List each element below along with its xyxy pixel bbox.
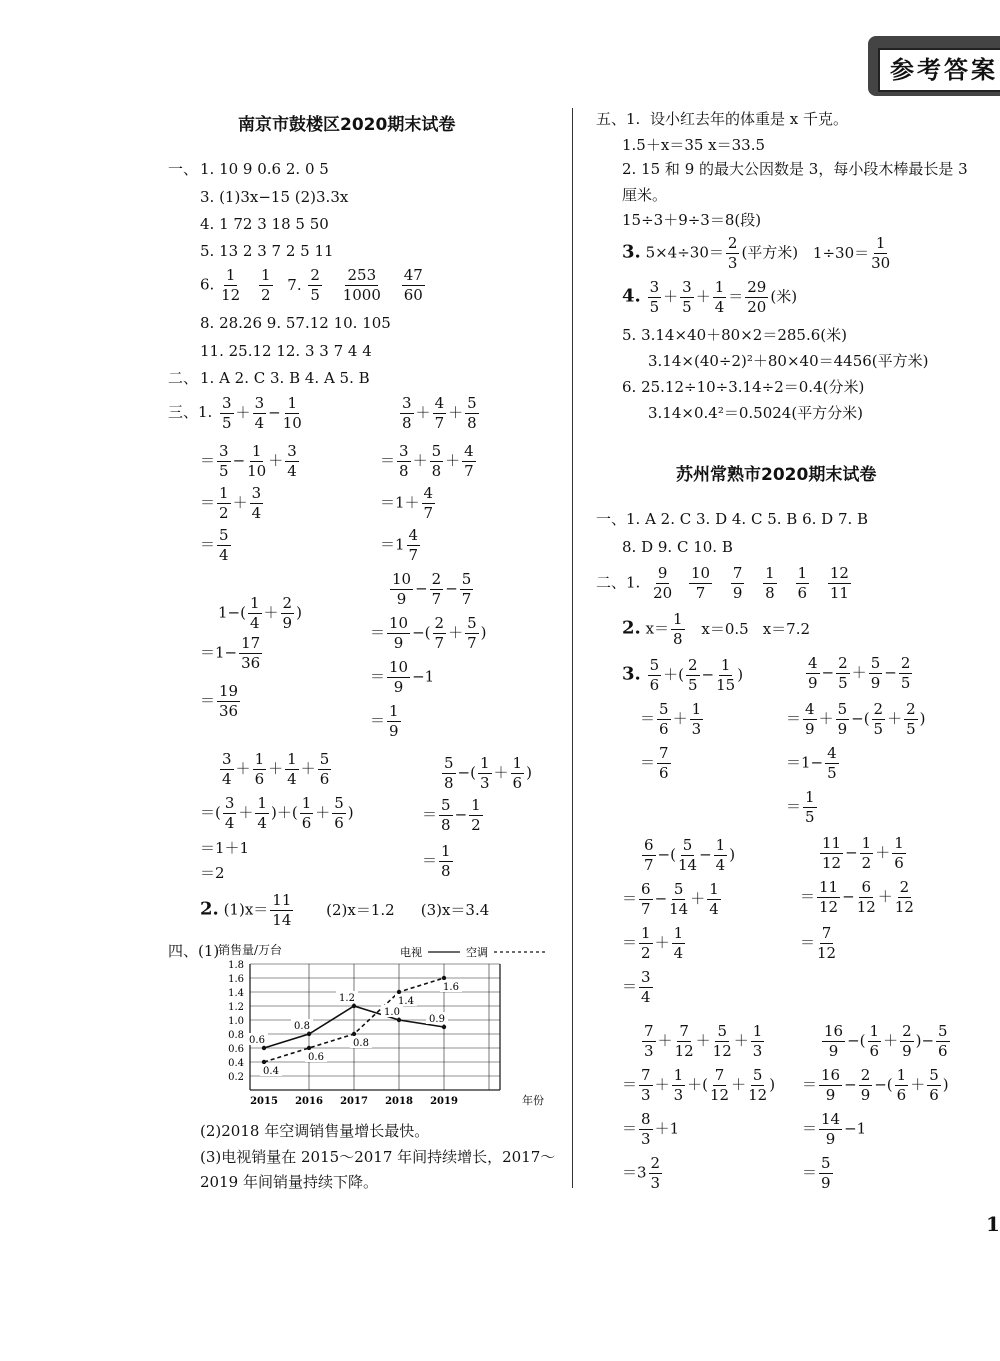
sec1-line4: 4. 1 72 3 18 5 50 bbox=[200, 215, 329, 233]
data-label: 0.6 bbox=[249, 1035, 265, 1046]
s2-calc-d3: ＝ $\frac{7}{12}$ bbox=[800, 924, 837, 962]
s2-line2: 2. x＝ $\frac{1}{8}$ x＝0.5 x＝7.2 bbox=[622, 610, 811, 648]
left-title: 南京市鼓楼区2020期末试卷 bbox=[238, 115, 456, 135]
sec4-q3b: 2019 年间销量持续下降。 bbox=[200, 1173, 378, 1191]
x-axis-label: 年份 bbox=[522, 1094, 544, 1107]
s2-calc-c4: ＝ $\frac{3}{4}$ bbox=[622, 968, 651, 1006]
right-title: 苏州常熟市2020期末试卷 bbox=[676, 465, 877, 485]
s2-calc-d1: $\frac{11}{12}$ − $\frac{1}{2}$ ＋ $\frac{1}{6}$ bbox=[822, 834, 904, 872]
x-tick-label: 2018 bbox=[385, 1096, 413, 1107]
calc-3-line2: ＝1− $\frac{17}{36}$ bbox=[200, 634, 261, 672]
page-number: 1 bbox=[986, 1212, 1000, 1236]
s2-calc-c3: ＝ $\frac{1}{2}$ ＋ $\frac{1}{4}$ bbox=[622, 924, 684, 962]
sec1-label: 一、 bbox=[168, 160, 199, 178]
s2-calc-a1: 3. $\frac{5}{6}$ ＋( $\frac{2}{5}$ − $\frac{1}{15}$ ) bbox=[622, 656, 744, 694]
sec5-line5b: 3.14×(40÷2)²＋80×40＝4456(平方米) bbox=[648, 352, 929, 370]
sec3-item2: 2. (1)x＝ $\frac{11}{14}$ (2)x＝1.2 (3)x＝3.4 bbox=[200, 891, 490, 929]
sec5-line3: 3. 5×4÷30＝ $\frac{2}{3}$ (平方米) 1÷30＝ $\frac{1}{30}$ bbox=[622, 234, 891, 272]
sec5-line2: 2. 15 和 9 的最大公因数是 3，每小段木棒最长是 3 bbox=[622, 160, 968, 178]
data-point bbox=[307, 1046, 311, 1050]
data-point bbox=[352, 1032, 356, 1036]
data-point bbox=[352, 1004, 356, 1008]
calc-5-line1: $\frac{3}{4}$ ＋ $\frac{1}{6}$ ＋ $\frac{1}{4}$ ＋ $\frac{5}{6}$ bbox=[222, 750, 330, 788]
sec1-line1: 1. 10 9 0.6 2. 0 5 bbox=[200, 160, 329, 178]
y-tick-label: 1.0 bbox=[228, 1016, 244, 1027]
sec1-line8: 8. 28.26 9. 57.12 10. 105 bbox=[200, 314, 391, 332]
calc-2-line4: ＝1 $\frac{4}{7}$ bbox=[380, 526, 419, 564]
s2-calc-f2: ＝ $\frac{16}{9}$ − $\frac{2}{9}$ −( $\frac{1}{6}$ ＋ $\frac{5}{6}$ ) bbox=[802, 1066, 949, 1104]
chart-ylabel: 销售量/万台 bbox=[218, 943, 283, 957]
y-tick-label: 0.8 bbox=[228, 1030, 244, 1041]
s2-calc-a3: ＝ $\frac{7}{6}$ bbox=[640, 744, 669, 782]
sec5-line6b: 3.14×0.4²＝0.5024(平方分米) bbox=[648, 404, 864, 422]
s2-calc-b3: ＝1− $\frac{4}{5}$ bbox=[786, 744, 837, 782]
sec1-line11: 11. 25.12 12. 3 3 7 4 4 bbox=[200, 342, 372, 360]
q7-frac-2: $\frac{253}{1000}$ bbox=[342, 266, 381, 304]
calc-6-line3: ＝ $\frac{1}{8}$ bbox=[422, 842, 451, 880]
data-label: 0.9 bbox=[429, 1014, 445, 1025]
sec2-label: 二、 bbox=[168, 369, 199, 387]
s1-line1: 一、1. A 2. C 3. D 4. C 5. B 6. D 7. B bbox=[596, 510, 869, 528]
y-tick-label: 1.2 bbox=[228, 1002, 244, 1013]
data-point bbox=[262, 1046, 266, 1050]
calc-6-line1: $\frac{5}{8}$ −( $\frac{1}{3}$ ＋ $\frac{1}{6}$ ) bbox=[444, 754, 532, 792]
chart-legend bbox=[400, 945, 546, 959]
s2-calc-b4: ＝ $\frac{1}{5}$ bbox=[786, 788, 815, 826]
s2-calc-c2: ＝ $\frac{6}{7}$ − $\frac{5}{14}$ ＋ $\frac{1}{4}$ bbox=[622, 880, 719, 918]
data-label: 1.2 bbox=[339, 993, 355, 1004]
calc-2-line3: ＝1＋ $\frac{4}{7}$ bbox=[380, 484, 434, 522]
y-tick-label: 0.6 bbox=[228, 1044, 244, 1055]
s1-line2: 8. D 9. C 10. B bbox=[622, 538, 733, 556]
s2-calc-b2: ＝ $\frac{4}{9}$ ＋ $\frac{5}{9}$ −( $\frac{2}{5}$ ＋ $\frac{2}{5}$ ) bbox=[786, 700, 926, 738]
sec5-label: 五、1. bbox=[596, 110, 641, 128]
data-point bbox=[262, 1060, 266, 1064]
data-label: 1.6 bbox=[443, 982, 459, 993]
data-point bbox=[442, 976, 446, 980]
data-label: 0.8 bbox=[353, 1038, 369, 1049]
answer-tab-label: 参考答案 bbox=[878, 48, 1000, 92]
sec2-answers: 1. A 2. C 3. B 4. A 5. B bbox=[200, 369, 370, 387]
calc-4-line2: ＝ $\frac{10}{9}$ −( $\frac{2}{7}$ ＋ $\frac{5}{7}$ ) bbox=[370, 614, 487, 652]
chart-grid bbox=[228, 960, 544, 1107]
sec1-line3: 3. (1)3x−15 (2)3.3x bbox=[200, 188, 349, 206]
sec5-line4: 4. $\frac{3}{5}$ ＋ $\frac{3}{5}$ ＋ $\frac{1}{4}$ ＝ $\frac{29}{20}$ (米) bbox=[622, 278, 798, 316]
calc-4-line3: ＝ $\frac{10}{9}$ −1 bbox=[370, 658, 435, 696]
data-label: 1.4 bbox=[398, 996, 414, 1007]
q6-frac-1: $\frac{1}{12}$ bbox=[221, 266, 241, 304]
y-tick-label: 0.4 bbox=[228, 1058, 244, 1069]
calc-1-line1: $\frac{3}{5}$ ＋ $\frac{3}{4}$ − $\frac{1}{10}$ bbox=[222, 394, 302, 432]
calc-1-line3: ＝ $\frac{1}{2}$ ＋ $\frac{3}{4}$ bbox=[200, 484, 262, 522]
legend-label-ac: 空调 bbox=[466, 946, 488, 959]
sec5-line2b: 厘米。 bbox=[622, 186, 668, 204]
calc-4-line1: $\frac{10}{9}$ − $\frac{2}{7}$ − $\frac{5}{7}$ bbox=[392, 570, 472, 608]
data-point bbox=[442, 1025, 446, 1029]
q6-frac-2: $\frac{1}{2}$ bbox=[260, 266, 271, 304]
calc-3-line1: 1−( $\frac{1}{4}$ ＋ $\frac{2}{9}$ ) bbox=[218, 594, 302, 632]
s2-label: 二、1. bbox=[596, 573, 641, 592]
data-label: 0.6 bbox=[308, 1052, 324, 1063]
calc-5-line2: ＝( $\frac{3}{4}$ ＋ $\frac{1}{4}$ )＋( $\frac{1}{6}$ ＋ $\frac{5}{6}$ ) bbox=[200, 794, 354, 832]
sec1-line6 bbox=[200, 268, 427, 303]
calc-2-line1: $\frac{3}{8}$ ＋ $\frac{4}{7}$ ＋ $\frac{5}{8}$ bbox=[402, 394, 477, 432]
s2-calc-f1: $\frac{16}{9}$ −( $\frac{1}{6}$ ＋ $\frac{2}{9}$ )− $\frac{5}{6}$ bbox=[824, 1022, 948, 1060]
calc-3-line3: ＝ $\frac{19}{36}$ bbox=[200, 682, 239, 720]
x-tick-label: 2019 bbox=[430, 1096, 458, 1107]
y-tick-label: 1.6 bbox=[228, 974, 244, 985]
sec5-line2c: 15÷3＋9÷3＝8(段) bbox=[622, 211, 762, 229]
q7-label: 7. bbox=[287, 275, 302, 294]
calc-4-line4: ＝ $\frac{1}{9}$ bbox=[370, 702, 399, 740]
sec5-line1: 设小红去年的体重是 x 千克。 bbox=[650, 110, 848, 128]
data-point bbox=[397, 990, 401, 994]
data-label: 0.8 bbox=[294, 1021, 310, 1032]
data-point bbox=[307, 1032, 311, 1036]
sec3-label: 三、1. bbox=[168, 403, 213, 421]
calc-1-line4: ＝ $\frac{5}{4}$ bbox=[200, 526, 229, 564]
sec4-label: 四、(1) bbox=[168, 942, 220, 960]
y-tick-label: 1.8 bbox=[228, 960, 244, 971]
sec1-line5: 5. 13 2 3 7 2 5 11 bbox=[200, 242, 334, 260]
s2-calc-c1: $\frac{6}{7}$ −( $\frac{5}{14}$ − $\frac{1}{4}$ ) bbox=[644, 836, 736, 874]
q7-frac-1: $\frac{2}{5}$ bbox=[310, 266, 320, 304]
calc-5-line4: ＝2 bbox=[200, 864, 225, 882]
s2-calc-d2: ＝ $\frac{11}{12}$ − $\frac{6}{12}$ ＋ $\frac{2}{12}$ bbox=[800, 878, 914, 916]
y-tick-label: 0.2 bbox=[228, 1072, 244, 1083]
x-tick-label: 2016 bbox=[295, 1096, 323, 1107]
s2-calc-e2: ＝ $\frac{7}{3}$ ＋ $\frac{1}{3}$ ＋( $\frac{7}{12}$ ＋ $\frac{5}{12}$ ) bbox=[622, 1066, 776, 1104]
calc-6-line2: ＝ $\frac{5}{8}$ − $\frac{1}{2}$ bbox=[422, 796, 481, 834]
q7-frac-3: $\frac{47}{60}$ bbox=[403, 266, 423, 304]
sec5-line1b: 1.5＋x＝35 x＝33.5 bbox=[622, 136, 766, 154]
s2-calc-e1: $\frac{7}{3}$ ＋ $\frac{7}{12}$ ＋ $\frac{5}{12}$ ＋ $\frac{1}{3}$ bbox=[644, 1022, 763, 1060]
s2-calc-a2: ＝ $\frac{5}{6}$ ＋ $\frac{1}{3}$ bbox=[640, 700, 702, 738]
sec5-line6: 6. 25.12÷10÷3.14÷2＝0.4(分米) bbox=[622, 378, 865, 396]
s2-line1: 二、1. $\frac{9}{20}$ $\frac{10}{7}$ $\frac{7}{9}$ $\frac{1}{8}$ $\frac{1}{6}$ $\frac{12}{11}$ bbox=[596, 564, 849, 602]
x-tick-label: 2015 bbox=[250, 1096, 278, 1107]
sales-chart bbox=[210, 940, 560, 1110]
s2-calc-b1: $\frac{4}{9}$ − $\frac{2}{5}$ ＋ $\frac{5}{9}$ − $\frac{2}{5}$ bbox=[808, 654, 911, 692]
data-label: 1.0 bbox=[384, 1007, 400, 1018]
sec5-line5: 5. 3.14×40＋80×2＝285.6(米) bbox=[622, 326, 847, 344]
q6-label: 6. bbox=[200, 275, 215, 294]
data-point bbox=[397, 1018, 401, 1022]
column-divider bbox=[572, 108, 573, 1188]
s2-calc-f3: ＝ $\frac{14}{9}$ −1 bbox=[802, 1110, 867, 1148]
calc-1-line2: ＝ $\frac{3}{5}$ − $\frac{1}{10}$ ＋ $\frac{3}{4}$ bbox=[200, 442, 297, 480]
s2-calc-f4: ＝ $\frac{5}{9}$ bbox=[802, 1154, 831, 1192]
legend-label-tv: 电视 bbox=[400, 946, 422, 959]
calc-2-line2: ＝ $\frac{3}{8}$ ＋ $\frac{5}{8}$ ＋ $\frac{4}{7}$ bbox=[380, 442, 474, 480]
x-tick-label: 2017 bbox=[340, 1096, 368, 1107]
s2-calc-e3: ＝ $\frac{8}{3}$ ＋1 bbox=[622, 1110, 680, 1148]
calc-5-line3: ＝1＋1 bbox=[200, 839, 250, 857]
sec4-q3a: (3)电视销量在 2015～2017 年间持续增长，2017～ bbox=[200, 1148, 556, 1166]
sec4-q2: (2)2018 年空调销售量增长最快。 bbox=[200, 1122, 430, 1140]
y-tick-label: 1.4 bbox=[228, 988, 244, 999]
data-label: 0.4 bbox=[263, 1066, 279, 1077]
s2-calc-e4: ＝3 $\frac{2}{3}$ bbox=[622, 1154, 661, 1192]
